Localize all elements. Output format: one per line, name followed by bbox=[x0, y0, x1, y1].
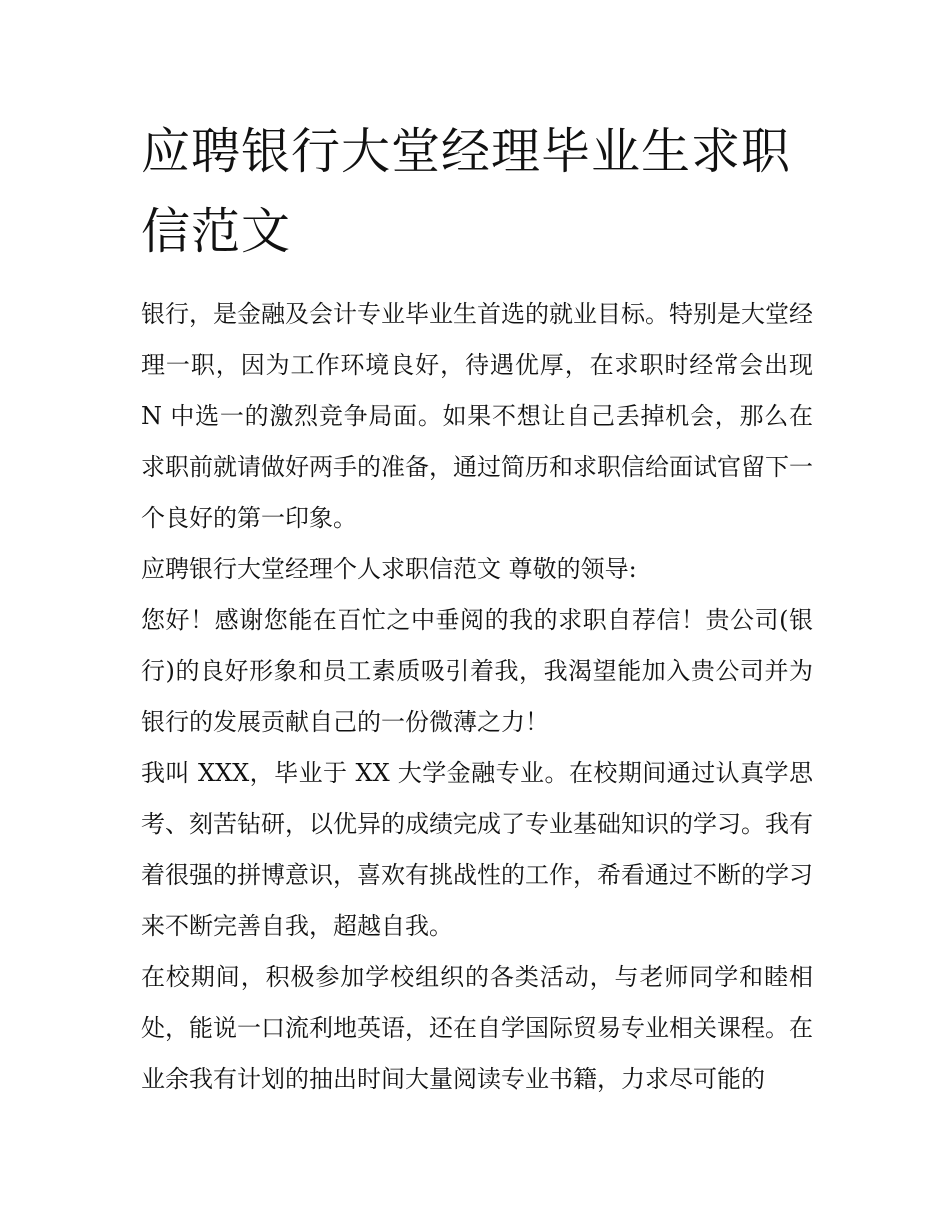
paragraph-salutation: 应聘银行大堂经理个人求职信范文 尊敬的领导: bbox=[141, 555, 637, 583]
paragraph-greeting: 您好！感谢您能在百忙之中垂阅的我的求职自荐信！贵公司(银行)的良好形象和员工素质吸引着我，我渴望能加入贵公司并为银行的发展贡献自己的一份微薄之力！ bbox=[141, 606, 813, 736]
document-body bbox=[141, 112, 813, 1105]
paragraph-list bbox=[141, 289, 813, 1105]
paragraph-self-introduction: 我叫 XXX，毕业于 XX 大学金融专业。在校期间通过认真学思考、刻苦钻研，以优异的成绩完成了专业基础知识的学习。我有着很强的拼博意识，喜欢有挑战性的工作，希看通过不断的学习来不断完善自我，超越自我。 bbox=[141, 759, 813, 940]
document-title: 应聘银行大堂经理毕业生求职信范文 bbox=[141, 123, 792, 260]
paragraph-campus-activities: 在校期间，积极参加学校组织的各类活动，与老师同学和睦相处，能说一口流利地英语，还在自学国际贸易专业相关课程。在业余我有计划的抽出时间大量阅读专业书籍，力求尽可能的 bbox=[141, 963, 813, 1093]
paragraph-intro: 银行，是金融及会计专业毕业生首选的就业目标。特别是大堂经理一职，因为工作环境良好，待遇优厚，在求职时经常会出现 N 中选一的激烈竞争局面。如果不想让自己丢掉机会，那么在求职前就请做好两手的准备，通过简历和求职信给面试官留下一个良好的第一印象。 bbox=[141, 300, 813, 532]
